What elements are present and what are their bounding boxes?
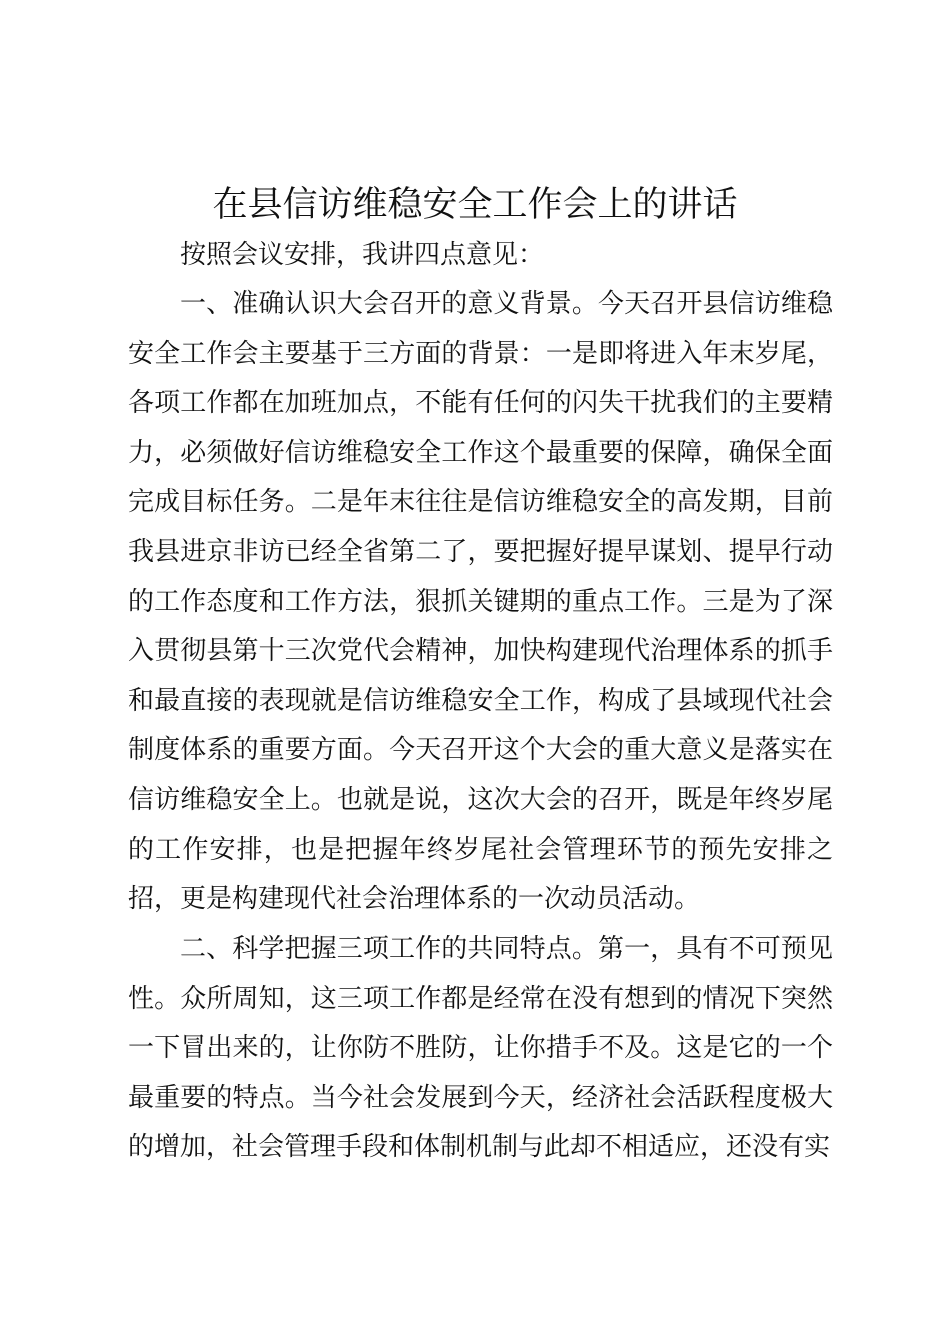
paragraph-section-two: 二、科学把握三项工作的共同特点。第一，具有不可预见性。众所周知，这三项工作都是经常在没有想到的情况下突然一下冒出来的，让你防不胜防，让你措手不及。这是它的一个最重要的特点。当今社会发展到今天，经济社会活跃程度极大的增加，社会管理手段和体制机制与此却不相适应，还没有实 xyxy=(128,934,833,1163)
paragraph-opening: 按照会议安排，我讲四点意见： xyxy=(180,240,545,270)
paragraph-section-one: 一、准确认识大会召开的意义背景。今天召开县信访维稳安全工作会主要基于三方面的背景：一是即将进入年末岁尾，各项工作都在加班加点，不能有任何的闪失干扰我们的主要精力，必须做好信访维稳安全工作这个最重要的保障，确保全面完成目标任务。二是年末往往是信访维稳安全的高发期，目前我县进京非访已经全省第二了，要把握好提早谋划、提早行动的工作态度和工作方法，狠抓关键期的重点工作。三是为了深入贯彻县第十三次党代会精神，加快构建现代治理体系的抓手和最直接的表现就是信访维稳安全工作，构成了县域现代社会制度体系的重要方面。今天召开这个大会的重大意义是落实在信访维稳安全上。也就是说，这次大会的召开，既是年终岁尾的工作安排，也是把握年终岁尾社会管理环节的预先安排之招，更是构建现代社会治理体系的一次动员活动。 xyxy=(128,289,833,915)
document-title: 在县信访维稳安全工作会上的讲话 xyxy=(212,185,738,225)
